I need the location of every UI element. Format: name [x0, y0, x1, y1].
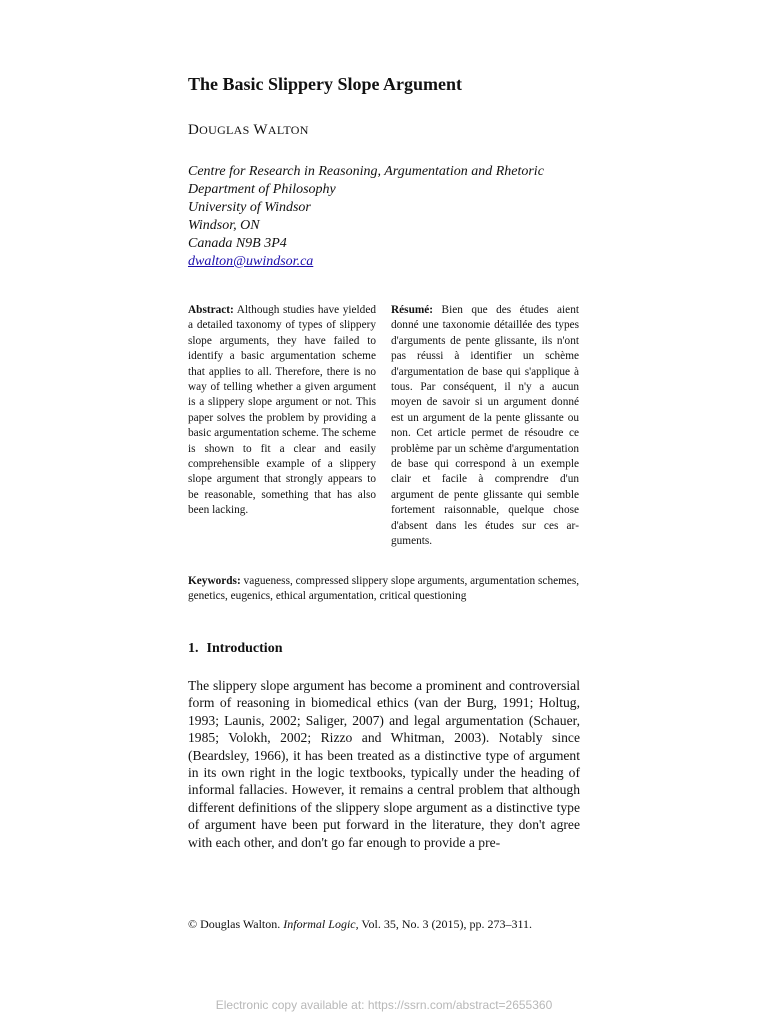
- citation-suffix: Vol. 35, No. 3 (2015), pp. 273–311.: [358, 917, 533, 931]
- keywords-label: Keywords:: [188, 575, 241, 587]
- keywords: [188, 574, 580, 605]
- abstract-text: Although studies have yielded a detailed taxonomy of types of slippery slope arguments, they have failed to identify a basic argumentation scheme that applies to all. Therefore, there is no way of telling whether a given argument is a slippery slope argument or not. This paper solves the problem by providing a basic argumentation scheme. The scheme is shown to fit a clear and easily comprehensible example of a slippery slope argument that strongly appears to be reasonable, something that has also been lacking.: [188, 304, 376, 517]
- affiliation-block: [188, 163, 544, 271]
- section-number: 1.: [188, 641, 199, 656]
- author-last-initial: W: [253, 122, 268, 138]
- citation-footer: [188, 917, 532, 932]
- author-first-initial: D: [188, 122, 200, 138]
- author-first-rest: OUGLAS: [199, 123, 250, 137]
- ssrn-watermark: Electronic copy available at: https://ssrn.com/abstract=2655360: [215, 998, 553, 1012]
- abstract-english: [188, 303, 376, 519]
- affiliation-line: Canada N9B 3P4: [188, 236, 287, 251]
- resume-text: Bien que des études aient donné une taxonomie détaillée des types d'arguments de pente glissante, ils n'ont pas réussi à identifier un schème d'argumentation de base qui s'applique à tous. Par conséquent, il n'y a aucun moyen de savoir si un argument donné est un argument de la pente glissante ou non. Cet article permet de résoudre ce problème par un schème d'argumentation de base qui correspond à un exemple clair et facile à comprendre d'un argument de pente glissante qui semble fortement raisonnable, quelque chose d'absent dans les études sur ces arguments.: [391, 304, 579, 548]
- citation-prefix: © Douglas Walton.: [188, 917, 284, 931]
- citation-journal: Informal Logic,: [283, 917, 359, 931]
- author-name: [188, 122, 309, 139]
- paper-title: The Basic Slippery Slope Argument: [188, 74, 463, 94]
- abstract-french: [391, 303, 579, 550]
- abstract-label: Abstract:: [188, 304, 234, 316]
- author-email-link[interactable]: dwalton@uwindsor.ca: [188, 254, 314, 269]
- affiliation-line: Centre for Research in Reasoning, Argumentation and Rhetoric: [188, 164, 544, 179]
- section-title: Introduction: [206, 641, 283, 656]
- intro-paragraph: The slippery slope argument has become a prominent and controversial form of reasoning in biomedical ethics (van der Burg, 1991; Holtug, 1993; Launis, 2002; Saliger, 2007) and legal argumentation (Schauer, 1985; Volokh, 2002; Rizzo and Whitman, 2003). Notably since (Beardsley, 1966), it has been treated as a distinctive type of argument in its own right in the logic textbooks, typically under the heading of informal fallacies. However, it remains a central problem that although different definitions of the slippery slope argument as a distinctive type of argument have been put forward in the literature, they don't agree with each other, and don't go far enough to provide a pre-: [188, 678, 580, 850]
- affiliation-line: University of Windsor: [188, 200, 311, 215]
- keywords-text: vagueness, compressed slippery slope arguments, argumentation schemes, genetics, eugenics, ethical argumentation, critical questioning: [188, 575, 580, 603]
- section-heading-introduction: [188, 641, 282, 657]
- author-last-rest: ALTON: [267, 123, 309, 137]
- affiliation-line: Windsor, ON: [188, 218, 260, 233]
- affiliation-line: Department of Philosophy: [188, 182, 336, 197]
- resume-label: Résumé:: [391, 304, 434, 316]
